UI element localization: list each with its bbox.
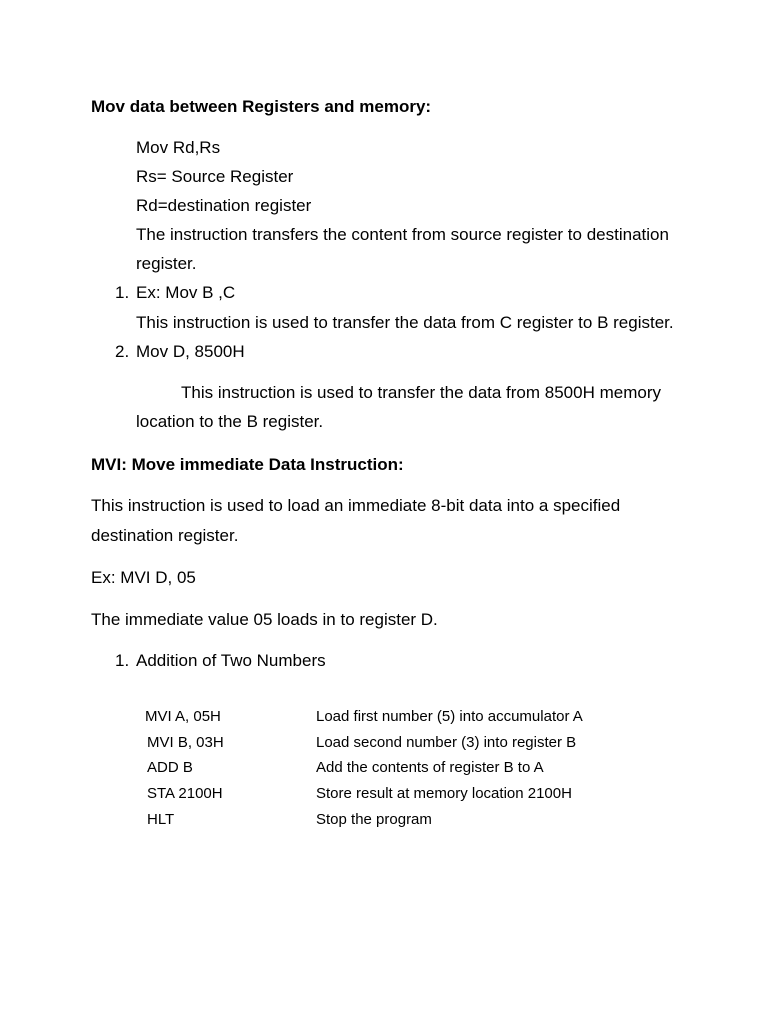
example-mov-b-c: Ex: Mov B ,C	[136, 283, 236, 302]
mov-description-line2: register.	[136, 254, 197, 273]
program-comment: Stop the program	[316, 811, 432, 828]
mvi-result: The immediate value 05 loads in to register D.	[91, 610, 438, 629]
program-comment: Store result at memory location 2100H	[316, 785, 572, 802]
mov-syntax: Mov Rd,Rs	[136, 138, 221, 157]
program-instruction: MVI A, 05H	[145, 708, 221, 725]
program-comment: Load second number (3) into register B	[316, 734, 577, 751]
program-instruction: ADD B	[147, 759, 193, 776]
mvi-description-line2: destination register.	[91, 526, 239, 545]
example-mov-b-c-description: This instruction is used to transfer the data from C register to B register.	[136, 313, 674, 332]
program-comment: Add the contents of register B to A	[316, 759, 544, 776]
example-mov-d-8500h: Mov D, 8500H	[136, 342, 245, 361]
addition-heading: Addition of Two Numbers	[136, 651, 326, 670]
program-comment: Load first number (5) into accumulator A	[316, 708, 583, 725]
list-number: 1.	[115, 651, 130, 670]
list-number: 1.	[115, 283, 130, 302]
rs-definition: Rs= Source Register	[136, 167, 294, 186]
program-instruction: STA 2100H	[147, 785, 223, 802]
program-instruction: MVI B, 03H	[147, 734, 224, 751]
program-instruction: HLT	[147, 811, 175, 828]
example-mov-d-description-line1: This instruction is used to transfer the data from 8500H memory	[181, 383, 661, 402]
section-heading-mvi: MVI: Move immediate Data Instruction:	[91, 455, 404, 474]
rd-definition: Rd=destination register	[136, 196, 312, 215]
section-heading-mov: Mov data between Registers and memory:	[91, 97, 432, 116]
example-mov-d-description-line2: location to the B register.	[136, 412, 324, 431]
mvi-example: Ex: MVI D, 05	[91, 568, 196, 587]
mvi-description-line1: This instruction is used to load an immediate 8-bit data into a specified	[91, 496, 621, 515]
mov-description-line1: The instruction transfers the content from source register to destination	[136, 225, 669, 244]
list-number: 2.	[115, 342, 130, 361]
